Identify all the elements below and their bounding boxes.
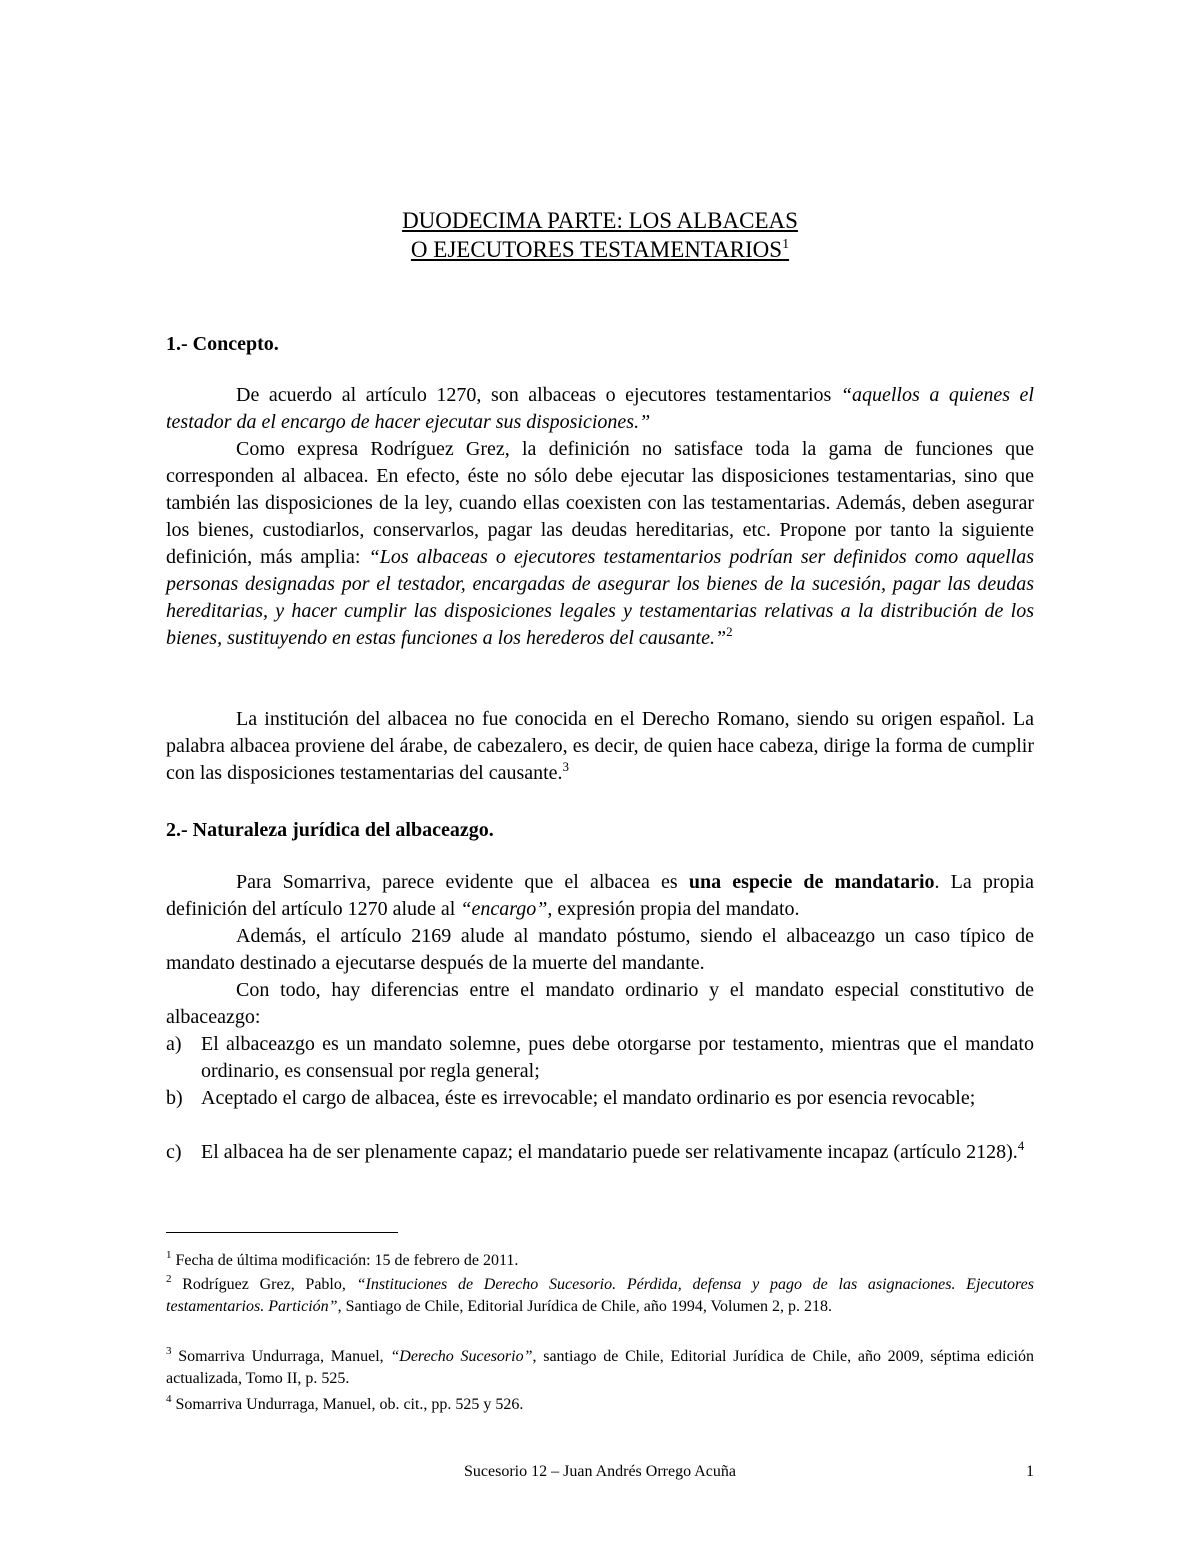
footnote-text: Fecha de última modificación: 15 de febrero de 2011. [175,1252,519,1269]
list-item-text: Aceptado el cargo de albacea, éste es irrevocable; el mandato ordinario es por esencia revocable; [201,1087,976,1109]
paragraph-naturaleza-3 [166,977,1034,1031]
bold-phrase: una especie de mandatario [688,871,935,893]
italic-term: “encargo” [460,898,548,920]
quote-article-1270: “aquellos a quienes el testador da el encargo de hacer ejecutar sus disposiciones.” [166,384,1034,433]
footnote-3 [166,1346,1034,1390]
paragraph-concepto-2 [166,436,1034,652]
paragraph-naturaleza-2 [166,923,1034,977]
list-item-text: El albaceazgo es un mandato solemne, pues debe otorgarse por testamento, mientras que el mandato ordinario, es consensual por regla general; [201,1033,1034,1082]
title-line-2-text: O EJECUTORES TESTAMENTARIOS [410,237,783,262]
footnote-text: Somarriva Undurraga, Manuel, [178,1348,391,1365]
footnote-separator [166,1232,398,1233]
list-item-a [166,1031,1034,1085]
section-heading-naturaleza: 2.- Naturaleza jurídica del albaceazgo. [166,819,494,841]
footnote-text: Rodríguez Grez, Pablo, [182,1276,357,1293]
footer-text: Sucesorio 12 – Juan Andrés Orrego Acuña [464,1463,736,1480]
quote-rodriguez-grez: “Los albaceas o ejecutores testamentarios podrían ser definidos como aquellas personas designadas por el testador, encargadas de asegurar los bienes de la sucesión, pagar las deudas hereditarias, y hacer cumplir las disposiciones legales y testamentarias relativas a la distribución de los bienes, sustituyendo en estas funciones a los herederos del causante.” [166,546,1034,649]
paragraph-text: Para Somarriva, parece evidente que el albacea es [236,871,689,893]
footnote-ref-1[interactable]: 1 [782,237,790,252]
footnote-text: , Santiago de Chile, Editorial Jurídica de Chile, año 1994, Volumen 2, p. 218. [337,1298,833,1315]
footnote-1 [166,1250,1034,1272]
paragraph-text: Además, el artículo 2169 alude al mandato póstumo, siendo el albaceazgo un caso típico de mandato destinado a ejecutarse después de la muerte del mandante. [166,925,1034,974]
paragraph-text: . La propia definición del artículo 1270 alude al [166,871,1035,920]
paragraph-text: Con todo, hay diferencias entre el mandato ordinario y el mandato especial constitutivo de albaceazgo: [166,979,1034,1028]
paragraph-text: De acuerdo al artículo 1270, son albaceas o ejecutores testamentarios [236,384,841,406]
footnote-ref-2[interactable]: 2 [726,624,733,639]
footnote-ref-4[interactable]: 4 [1017,1138,1025,1153]
footnote-text: , santiago de Chile, Editorial Jurídica de Chile, año 2009, séptima edición actualizada, Tomo II, p. 525. [166,1348,1035,1387]
footnote-title: “Derecho Sucesorio” [390,1348,533,1365]
list-item-text-wrapper [201,1139,1034,1166]
list-marker: a) [166,1033,182,1055]
footnote-text: Somarriva Undurraga, Manuel, ob. cit., pp. 525 y 526. [175,1396,524,1413]
section-heading-concepto: 1.- Concepto. [166,333,279,355]
paragraph-naturaleza-1 [166,869,1034,923]
paragraph-text: , expresión propia del mandato. [547,898,800,920]
title-line-1 [0,207,1200,235]
paragraph-text: Como expresa Rodríguez Grez, la definición no satisface toda la gama de funciones que corresponden al albacea. En efecto, éste no sólo debe ejecutar las disposiciones testamentarias, sino que también las disposiciones de la ley, cuando ellas coexisten con las testamentarias. Además, deben asegurar los bienes, custodiarlos, conservarlos, pagar las deudas hereditarias, etc. Propone por tanto la siguiente definición, más amplia: [166,438,1034,568]
paragraph-text: La institución del albacea no fue conocida en el Derecho Romano, siendo su origen español. La palabra albacea proviene del árabe, de cabezalero, es decir, de quien hace cabeza, dirige la forma de cumplir con las disposiciones testamentarias del causante. [166,708,1034,784]
footnote-number: 2 [166,1273,172,1285]
footnote-2 [166,1274,1034,1318]
page-number: 1 [1026,1463,1034,1480]
list-item-c [166,1139,1034,1166]
footnote-number: 1 [166,1249,172,1261]
footnote-4 [166,1394,1034,1416]
list-item-text: El albacea ha de ser plenamente capaz; el mandatario puede ser relativamente incapaz (artículo 2128). [201,1141,1018,1163]
list-marker: c) [166,1141,182,1163]
title-line-2 [0,236,1200,264]
paragraph-concepto-1 [166,382,1034,436]
title-line-1-text: DUODECIMA PARTE: LOS ALBACEAS [402,208,798,233]
list-marker: b) [166,1087,183,1109]
paragraph-concepto-3 [166,706,1034,787]
footnote-ref-3[interactable]: 3 [562,759,570,774]
list-item-b [166,1085,1034,1112]
footnote-title: “Instituciones de Derecho Sucesorio. Pérdida, defensa y pago de las asignaciones. Ejecutores testamentarios. Partición” [166,1276,1035,1315]
footnote-number: 3 [166,1345,172,1357]
footnote-number: 4 [166,1393,172,1405]
